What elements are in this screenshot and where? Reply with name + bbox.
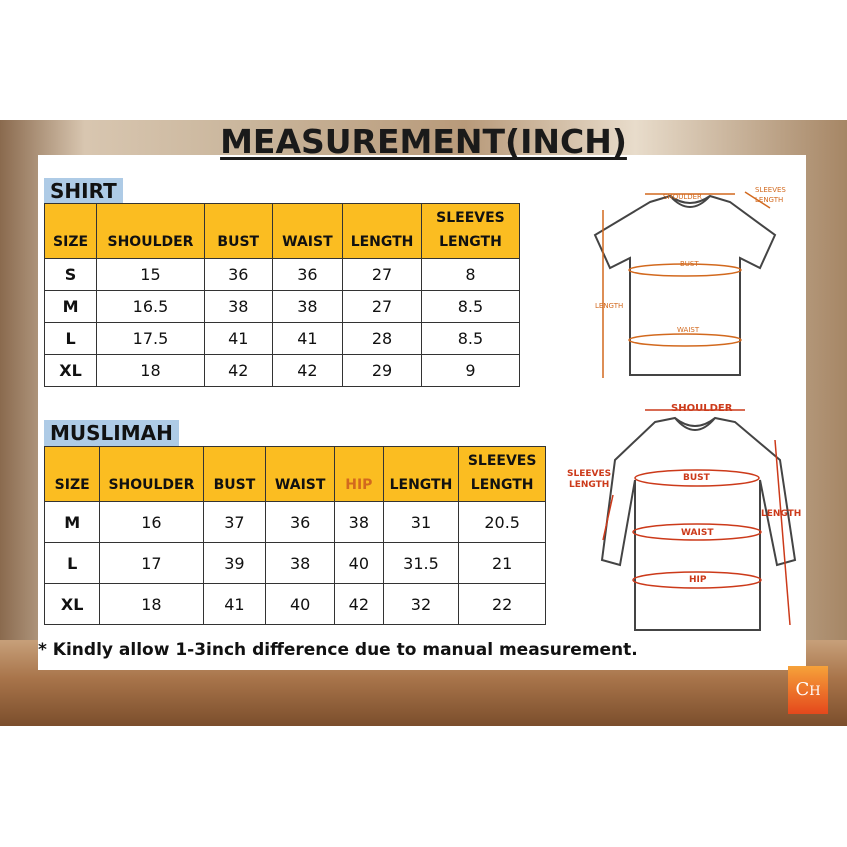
measurement-cell: 8	[421, 259, 519, 291]
measurement-cell: 21	[459, 543, 546, 584]
page-title: MEASUREMENT(INCH)	[220, 122, 627, 161]
column-header: WAIST	[272, 204, 343, 259]
size-cell: M	[45, 291, 97, 323]
measurement-cell: 36	[272, 259, 343, 291]
column-header: WAIST	[266, 447, 335, 502]
table-row	[45, 543, 546, 584]
muslimah-size-table	[44, 446, 546, 625]
diagram-label: LENGTH	[761, 509, 802, 519]
muslimah-section-label: MUSLIMAH	[44, 420, 179, 446]
measurement-cell: 31	[383, 502, 459, 543]
diagram-label: SHOULDER	[671, 403, 733, 414]
table-row	[45, 259, 520, 291]
tshirt-outline-icon	[595, 196, 775, 375]
measurement-cell: 29	[343, 355, 422, 387]
table-row	[45, 355, 520, 387]
column-header: HIP	[334, 447, 383, 502]
measurement-cell: 37	[203, 502, 266, 543]
measurement-cell: 40	[266, 584, 335, 625]
measurement-cell: 42	[334, 584, 383, 625]
measurement-cell: 38	[334, 502, 383, 543]
measurement-cell: 39	[203, 543, 266, 584]
measurement-cell: 41	[272, 323, 343, 355]
measurement-cell: 41	[203, 584, 266, 625]
diagram-label: LENGTH	[755, 196, 784, 204]
table-header-row	[45, 447, 546, 502]
size-cell: XL	[45, 584, 100, 625]
shirt-section-label: SHIRT	[44, 178, 123, 204]
diagram-label: WAIST	[681, 528, 714, 538]
measurement-cell: 18	[97, 355, 205, 387]
muslimah-diagram	[565, 400, 810, 640]
size-cell: XL	[45, 355, 97, 387]
diagram-label: WAIST	[677, 326, 700, 334]
measurement-cell: 17.5	[97, 323, 205, 355]
measurement-cell: 38	[204, 291, 272, 323]
measurement-cell: 16.5	[97, 291, 205, 323]
disclaimer-note: * Kindly allow 1-3inch difference due to manual measurement.	[38, 640, 638, 660]
column-header: LENGTH	[343, 204, 422, 259]
measurement-cell: 27	[343, 291, 422, 323]
column-header: SIZE	[45, 204, 97, 259]
diagram-label: BUST	[680, 260, 699, 268]
diagram-label: SLEEVES	[567, 469, 612, 479]
size-cell: M	[45, 502, 100, 543]
measurement-cell: 20.5	[459, 502, 546, 543]
column-header: LENGTH	[383, 447, 459, 502]
measurement-cell: 22	[459, 584, 546, 625]
table-header-row	[45, 204, 520, 259]
table-row	[45, 291, 520, 323]
measurement-cell: 31.5	[383, 543, 459, 584]
size-cell: L	[45, 323, 97, 355]
measurement-cell: 8.5	[421, 291, 519, 323]
shirt-diagram	[585, 180, 795, 390]
brand-logo: CH	[788, 666, 828, 714]
measurement-cell: 8.5	[421, 323, 519, 355]
measurement-cell: 18	[100, 584, 203, 625]
measurement-cell: 42	[272, 355, 343, 387]
measurement-cell: 27	[343, 259, 422, 291]
table-row	[45, 502, 546, 543]
measurement-cell: 9	[421, 355, 519, 387]
diagram-label: SHOULDER	[663, 193, 702, 201]
size-cell: S	[45, 259, 97, 291]
measurement-cell: 42	[204, 355, 272, 387]
measurement-cell: 36	[266, 502, 335, 543]
measurement-cell: 15	[97, 259, 205, 291]
column-header: BUST	[203, 447, 266, 502]
measurement-cell: 32	[383, 584, 459, 625]
column-header: SIZE	[45, 447, 100, 502]
column-header: SHOULDER	[97, 204, 205, 259]
diagram-label: LENGTH	[569, 480, 610, 490]
table-row	[45, 323, 520, 355]
measurement-cell: 41	[204, 323, 272, 355]
measurement-cell: 28	[343, 323, 422, 355]
column-header: BUST	[204, 204, 272, 259]
column-header: SLEEVES LENGTH	[459, 447, 546, 502]
diagram-label: BUST	[683, 473, 710, 483]
table-row	[45, 584, 546, 625]
shirt-size-table	[44, 203, 520, 387]
measurement-cell: 38	[266, 543, 335, 584]
measurement-cell: 17	[100, 543, 203, 584]
diagram-label: SLEEVES	[755, 186, 786, 194]
measurement-cell: 40	[334, 543, 383, 584]
measurement-cell: 16	[100, 502, 203, 543]
measurement-cell: 36	[204, 259, 272, 291]
column-header: SLEEVES LENGTH	[421, 204, 519, 259]
column-header: SHOULDER	[100, 447, 203, 502]
measurement-cell: 38	[272, 291, 343, 323]
size-cell: L	[45, 543, 100, 584]
diagram-label: HIP	[689, 575, 707, 585]
diagram-label: LENGTH	[595, 302, 624, 310]
